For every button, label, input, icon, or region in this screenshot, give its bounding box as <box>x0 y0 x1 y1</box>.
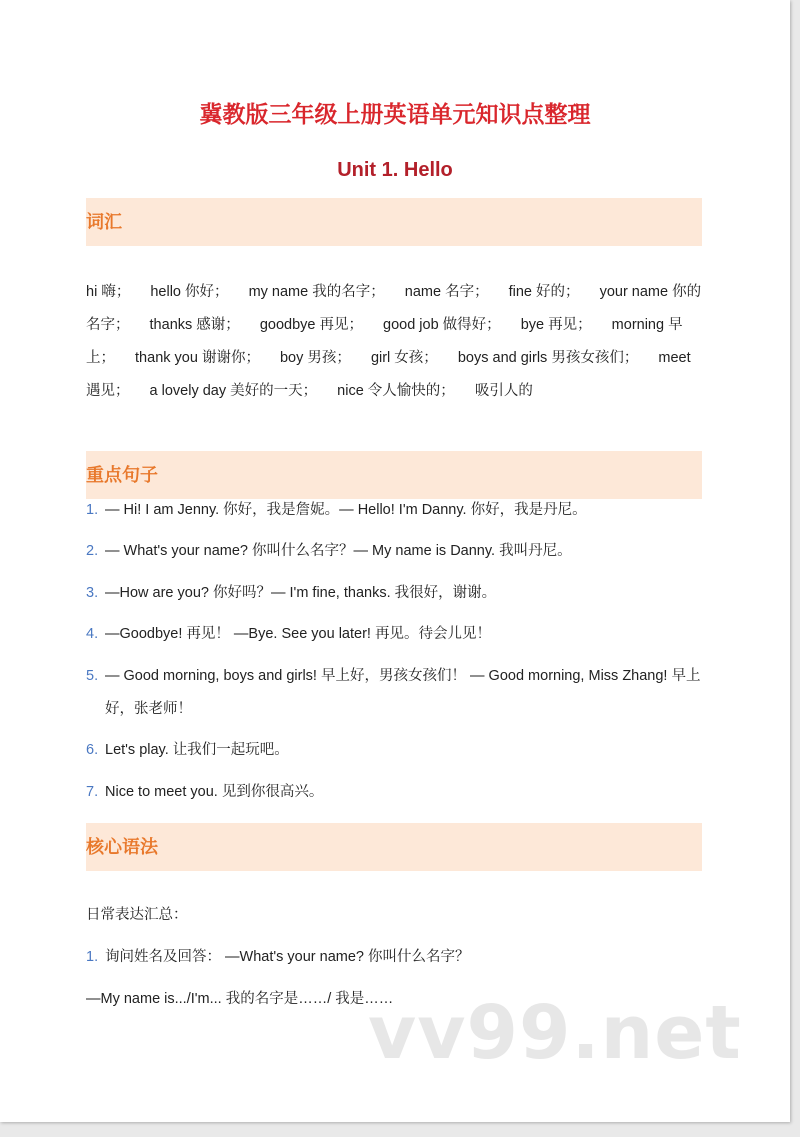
vocabulary-item: thank you 谢谢你； <box>135 350 260 366</box>
list-number: 5. <box>86 668 99 684</box>
document-title: 冀教版三年级上册英语单元知识点整理 <box>199 102 591 128</box>
grammar-point-text: 询问姓名及回答： —What's your name? 你叫什么名字？ <box>105 949 470 965</box>
core-grammar-section-header <box>86 823 702 871</box>
key-sentence-7 <box>86 776 725 809</box>
vocabulary-item: boy 男孩； <box>279 350 351 366</box>
vocabulary-item: fine 好的； <box>508 284 580 300</box>
vocabulary-item: meet 遇见； <box>86 350 691 399</box>
list-number: 2. <box>86 543 99 559</box>
vocabulary-heading: 词汇 <box>86 212 122 233</box>
sentence-text: Let's play. 让我们一起玩吧。 <box>105 742 289 758</box>
vocabulary-item: goodbye 再见； <box>259 317 363 333</box>
vocabulary-item: morning 早上； <box>86 317 683 366</box>
vocabulary-item: nice 令人愉快的； <box>337 383 455 399</box>
list-number: 6. <box>86 742 99 758</box>
key-sentence-6 <box>86 734 725 767</box>
vocabulary-item: my name 我的名字； <box>248 284 385 300</box>
sentence-text: — Good morning, boys and girls! 早上好，男孩女孩们！ — Good morning, Miss Zhang! 早上好，张老师！ <box>105 668 701 717</box>
vocabulary-item: a lovely day 美好的一天； <box>149 383 318 399</box>
grammar-point-1 <box>86 945 706 969</box>
vocabulary-item: hello 你好； <box>150 284 229 300</box>
sentence-text: —Goodbye! 再见！ —Bye. See you later! 再见。待会儿见！ <box>105 626 491 642</box>
vocabulary-item: your name 你的名字； <box>86 284 702 333</box>
list-number: 4. <box>86 626 99 642</box>
vocabulary-item: good job 做得好； <box>383 317 501 333</box>
sentence-text: —How are you? 你好吗？— I'm fine, thanks. 我很好，谢谢。 <box>105 585 497 601</box>
sentence-text: Nice to meet you. 见到你很高兴。 <box>105 784 324 800</box>
vocabulary-item: hi 嗨； <box>86 284 131 300</box>
core-grammar-heading: 核心语法 <box>86 837 158 858</box>
vocabulary-item: name 名字； <box>404 284 489 300</box>
list-number: 3. <box>86 585 99 601</box>
unit-title: Unit 1. Hello <box>337 159 453 181</box>
key-sentence-3 <box>86 577 725 610</box>
list-number: 1. <box>86 502 99 518</box>
grammar-answer: —My name is.../I'm... 我的名字是……/ 我是…… <box>86 991 394 1007</box>
vocabulary-item: boys and girls 男孩女孩们； <box>457 350 639 366</box>
sentence-text: — Hi! I am Jenny. 你好，我是詹妮。— Hello! I'm Danny. 你好，我是丹尼。 <box>105 502 587 518</box>
sentence-text: — What's your name? 你叫什么名字？— My name is Danny. 我叫丹尼。 <box>105 543 572 559</box>
vocabulary-item: bye 再见； <box>520 317 592 333</box>
watermark: vv99.net <box>368 990 742 1076</box>
vocabulary-list <box>86 276 702 408</box>
vocabulary-item: girl 女孩； <box>370 350 438 366</box>
key-sentences-heading: 重点句子 <box>86 465 158 486</box>
grammar-intro: 日常表达汇总： <box>86 907 188 923</box>
key-sentence-5 <box>86 660 725 726</box>
vocabulary-item: thanks 感谢； <box>149 317 240 333</box>
list-number: 1. <box>86 949 99 965</box>
vocabulary-section-header <box>86 198 702 246</box>
key-sentences-section-header <box>86 451 702 499</box>
key-sentence-1 <box>86 494 725 527</box>
key-sentence-4 <box>86 618 725 651</box>
list-number: 7. <box>86 784 99 800</box>
key-sentence-2 <box>86 535 725 568</box>
vocabulary-item: 吸引人的 <box>474 383 533 399</box>
